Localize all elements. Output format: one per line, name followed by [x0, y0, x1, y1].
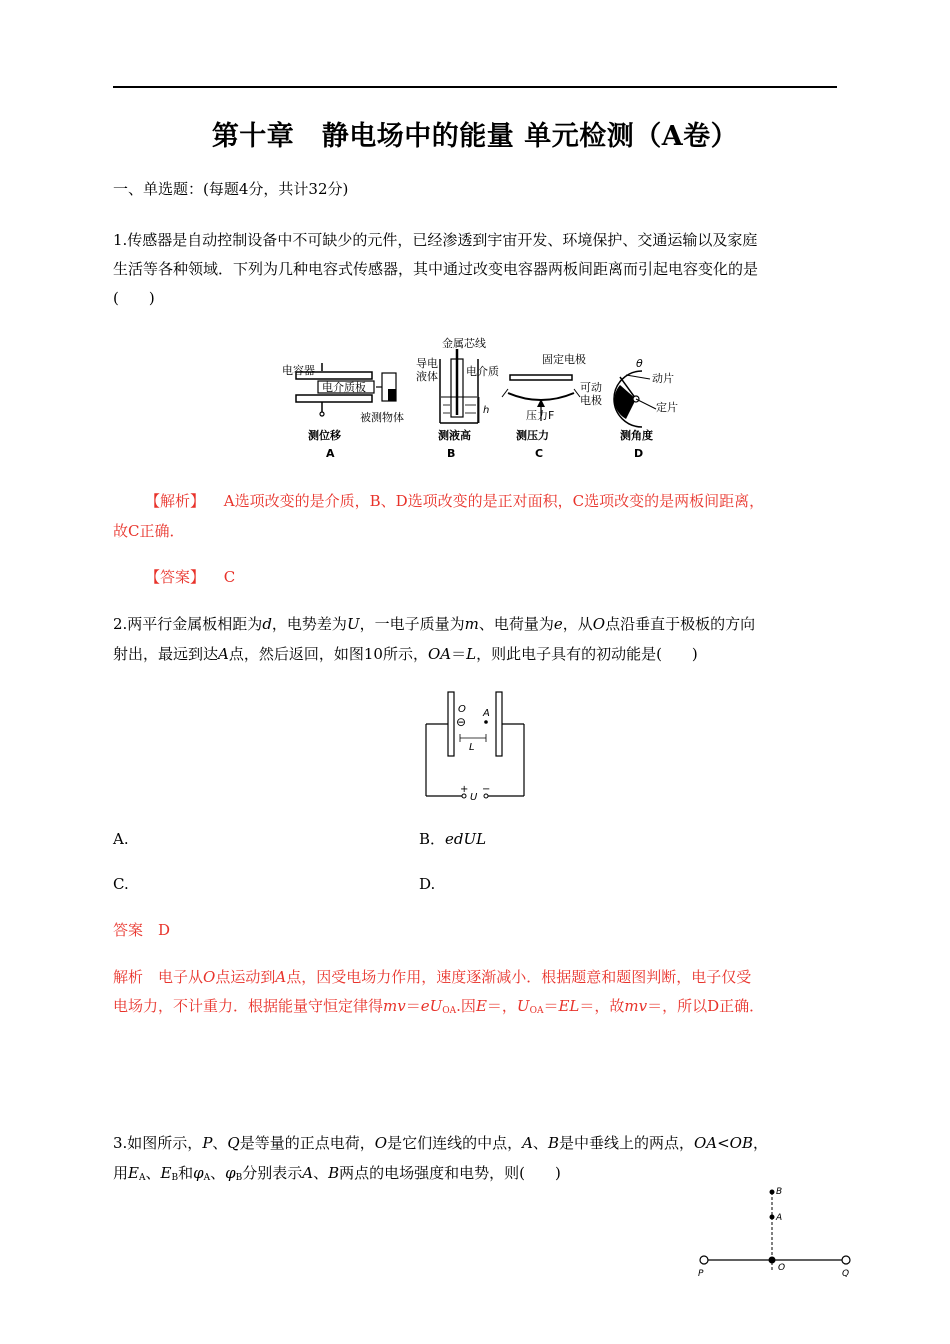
q2-electron-icon: ⊖ — [456, 715, 467, 729]
q2-label-a: A — [483, 708, 490, 719]
q3-label-o: O — [778, 1263, 786, 1273]
q1-figure-c — [502, 352, 602, 460]
q1-figure-b — [416, 336, 499, 460]
q3-label-q: Q — [842, 1269, 850, 1279]
q1-a-letter: A — [326, 447, 335, 460]
q1-c-movable-label1: 可动 — [580, 381, 602, 394]
q2-plates-figure — [420, 688, 532, 802]
q1-stem-line2: 生活等各种领域．下列为几种电容式传感器，其中通过改变电容器两板间距离而引起电容变化的是 — [113, 260, 759, 278]
q1-b-letter: B — [447, 447, 456, 460]
q1-b-liquid-label2: 液体 — [416, 370, 438, 383]
q1-d-moving-label: 动片 — [652, 372, 674, 385]
q1-sensor-figure — [280, 333, 700, 463]
q1-c-caption: 测压力 — [516, 429, 549, 442]
q1-b-core-label: 金属芯线 — [442, 337, 486, 350]
q1-answer — [145, 562, 875, 593]
q1-d-letter: D — [634, 447, 644, 460]
q2-option-a: A. — [113, 830, 129, 848]
q1-d-fixed-label: 定片 — [656, 401, 678, 414]
q3-charges-figure — [690, 1180, 860, 1280]
q3-stem-line2: 用$E_A$、$E_B$和$\varphi_A$、$\varphi_B$分别表示A、B两点的电场强度和电势，则( ) — [113, 1164, 561, 1183]
q1-c-force-label: 压力F — [526, 409, 555, 422]
q1-c-movable-label2: 电极 — [580, 394, 602, 407]
q1-c-fixed-label: 固定电极 — [542, 353, 586, 366]
q1-b-dielectric-label: 电介质 — [466, 365, 499, 378]
q2-answer: 答案 D — [113, 921, 171, 939]
q2-label-o: O — [458, 704, 466, 715]
q1-figure-d — [614, 357, 678, 460]
q3-label-a: A — [776, 1213, 783, 1223]
q3-stem-line1: 3.如图所示，P、Q是等量的正点电荷，O是它们连线的中点，A、B是中垂线上的两点，OA<OB， — [113, 1134, 769, 1152]
q2-option-b: B．edUL — [419, 830, 487, 848]
q1-figure-a — [282, 363, 404, 460]
section-heading: 一、单选题：(每题4分，共计32分) — [113, 180, 349, 198]
q2-label-plus: + — [460, 784, 469, 795]
page-title: 第十章 静电场中的能量 单元检测（A卷） — [211, 121, 739, 152]
q2-analysis-line1: 解析 电子从O点运动到A点，因受电场力作用，速度逐渐减小．根据题意和题图判断，电子仅受 — [113, 968, 752, 986]
q3-label-b: B — [776, 1187, 783, 1197]
q3-label-p: P — [698, 1269, 704, 1279]
q1-analysis-line1: 【解析】 A选项改变的是介质，B、D选项改变的是正对面积，C选项改变的是两板间距离， — [145, 492, 765, 510]
q1-c-letter: C — [535, 447, 544, 460]
q1-b-liquid-label1: 导电 — [416, 357, 438, 370]
q1-analysis-line2: 故C正确． — [113, 522, 185, 540]
q2-label-l: L — [469, 742, 475, 753]
q1-a-object-label: 被测物体 — [360, 411, 404, 424]
q1-analysis-tag: 【解析】 — [145, 492, 206, 510]
q1-d-caption: 测角度 — [620, 429, 653, 442]
q1-stem-line1: 1.传感器是自动控制设备中不可缺少的元件，已经渗透到宇宙开发、环境保护、交通运输以及家庭 — [113, 231, 758, 249]
q1-a-dielectric-label: 电介质板 — [322, 381, 366, 394]
q2-stem-line2: 射出，最远到达A点，然后返回，如图10所示，OA＝L，则此电子具有的初动能是( ) — [113, 645, 698, 663]
q2-analysis-line2: 电场力，不计重力．根据能量守恒定律得$mv=eU_{OA}$.因E＝，$U_{OA}=EL=$，故mv＝，所以D正确． — [113, 997, 765, 1016]
q1-answer-tag: 【答案】 — [145, 568, 206, 586]
q2-label-minus: − — [482, 784, 491, 795]
q1-b-caption: 测液高 — [438, 429, 471, 442]
q1-a-caption: 测位移 — [308, 429, 341, 442]
q1-a-capacitor-label: 电容器 — [282, 364, 315, 377]
header-rule — [113, 86, 837, 88]
q2-option-d: D. — [419, 875, 436, 893]
q1-b-h-label: h — [483, 405, 490, 416]
q1-answer-value: C — [223, 568, 236, 586]
q1-stem-line3: ( ) — [113, 289, 155, 307]
q1-d-theta-label: θ — [636, 357, 643, 370]
q2-stem-line1: 2.两平行金属板相距为d，电势差为U，一电子质量为m、电荷量为e，从O点沿垂直于极板的方向 — [113, 615, 756, 633]
q2-label-u: U — [470, 792, 478, 802]
q2-option-c: C. — [113, 875, 129, 893]
